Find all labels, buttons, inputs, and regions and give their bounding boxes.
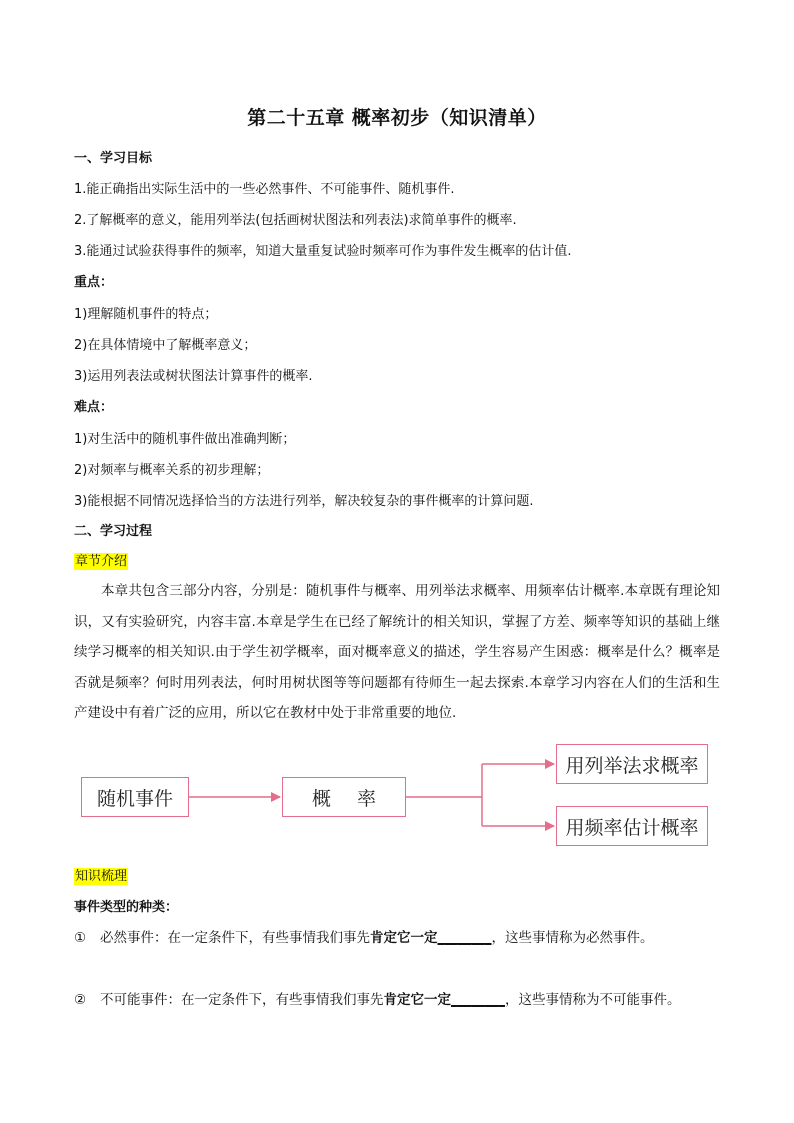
difficult-point-item: 3)能根据不同情况选择恰当的方法进行列举，解决较复杂的事件概率的计算问题.: [74, 494, 534, 509]
box-probability: 概率: [282, 777, 406, 817]
key-point-item: 3)运用列表法或树状图法计算事件的概率.: [74, 369, 313, 384]
event-type-item-impossible: [74, 988, 681, 1008]
highlighted-label: 章节介绍: [75, 554, 128, 569]
fill-blank[interactable]: ________: [451, 992, 505, 1008]
chapter-intro-label: [74, 550, 128, 569]
item-text-end: ，这些事情称为不可能事件。: [505, 992, 681, 1008]
event-types-heading: 事件类型的种类：: [74, 900, 179, 915]
goal-item: 3.能通过试验获得事件的频率，知道大量重复试验时频率可作为事件发生概率的估计值.: [74, 244, 572, 259]
chapter-intro-paragraph: 本章共包含三部分内容，分别是：随机事件与概率、用列举法求概率、用频率估计概率.本章既有理论知识，又有实验研究，内容丰富.本章是学生在已经了解统计的相关知识，掌握了方差、频率等知识的基础上继续学习概率的相关知识.由于学生初学概率，面对概率意义的描述，学生容易产生困惑：概率是什么？概率是否就是频率？何时用列表法，何时用树状图等等问题都有待师生一起去探索.本章学习内容在人们的生活和生产建设中有着广泛的应用，所以它在教材中处于非常重要的地位.: [74, 583, 720, 721]
goal-item: 2.了解概率的意义，能用列举法(包括画树状图法和列表法)求简单事件的概率.: [74, 213, 517, 228]
knowledge-review-label: [74, 865, 128, 884]
box-frequency-estimate: 用频率估计概率: [556, 806, 708, 846]
box-enumeration-method: 用列举法求概率: [556, 744, 708, 784]
item-emphasis: 肯定它一定: [370, 930, 438, 946]
difficult-point-item: 1)对生活中的随机事件做出准确判断；: [74, 432, 296, 447]
item-label: 必然事件：: [100, 930, 168, 946]
item-number: ①: [74, 930, 87, 946]
key-points-label: 重点：: [74, 275, 114, 290]
item-number: ②: [74, 992, 87, 1008]
item-emphasis: 肯定它一定: [383, 992, 451, 1008]
key-point-item: 2)在具体情境中了解概率意义；: [74, 338, 257, 353]
item-text: 在一定条件下，有些事情我们事先: [167, 930, 370, 946]
section-heading-process: 二、学习过程: [74, 524, 153, 539]
key-point-item: 1)理解随机事件的特点；: [74, 307, 218, 322]
goal-item: 1.能正确指出实际生活中的一些必然事件、不可能事件、随机事件.: [74, 182, 455, 197]
item-label: 不可能事件：: [100, 992, 181, 1008]
fill-blank[interactable]: ________: [437, 930, 492, 946]
difficult-points-label: 难点：: [74, 400, 114, 415]
highlighted-label: 知识梳理: [75, 869, 128, 884]
page-title: 第二十五章 概率初步（知识清单）: [247, 107, 547, 129]
item-text: 在一定条件下，有些事情我们事先: [181, 992, 384, 1008]
difficult-point-item: 2)对频率与概率关系的初步理解；: [74, 463, 270, 478]
item-text-end: ，这些事情称为必然事件。: [491, 930, 654, 946]
event-type-item-certain: [74, 926, 654, 946]
concept-diagram: [74, 738, 714, 850]
box-random-event: 随机事件: [81, 777, 189, 817]
section-heading-goals: 一、学习目标: [74, 151, 153, 166]
